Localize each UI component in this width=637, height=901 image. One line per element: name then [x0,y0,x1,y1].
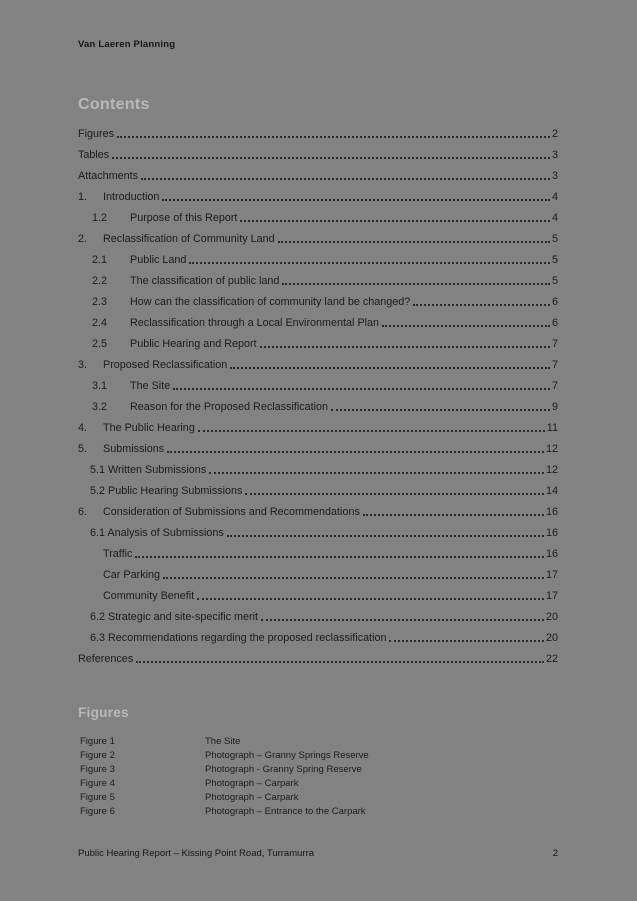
toc-entry-page: 6 [551,317,558,329]
toc-entry-label: Figures [78,128,115,140]
dot-leader [135,556,544,558]
dot-leader [117,136,550,138]
toc-entry-label: 6.1 Analysis of Submissions [90,527,224,539]
figure-caption: Photograph – Carpark [205,792,299,803]
figure-entry[interactable] [80,764,558,778]
figure-caption: Photograph – Granny Springs Reserve [205,750,369,761]
dot-leader [278,241,550,243]
dot-leader [245,493,544,495]
toc-entry-label: Public Land [130,254,187,266]
toc-entry[interactable] [78,498,558,519]
toc-entry[interactable] [78,582,558,603]
toc-entry-page: 14 [545,485,558,497]
figure-caption: The Site [205,736,241,747]
toc-entry-label: Reclassification through a Local Environmental Plan [130,317,380,329]
toc-entry[interactable] [78,204,558,225]
toc-entry-page: 12 [545,464,558,476]
dot-leader [198,430,545,432]
toc-entry-label: 6.3 Recommendations regarding the proposed reclassification [90,632,387,644]
toc-entry-label: How can the classification of community land be changed? [130,296,411,308]
figure-label: Figure 6 [80,806,115,817]
toc-entry-number: 6. [78,506,88,518]
toc-entry-label: Traffic [103,548,133,560]
toc-entry-page: 3 [551,149,558,161]
toc-entry-label: Submissions [103,443,165,455]
toc-entry-label: 5.2 Public Hearing Submissions [90,485,243,497]
toc-entry-page: 20 [545,632,558,644]
toc-entry-label: Car Parking [103,569,161,581]
figure-entry[interactable] [80,750,558,764]
dot-leader [230,367,550,369]
dot-leader [167,451,544,453]
toc-entry[interactable] [78,309,558,330]
toc-entry[interactable] [78,330,558,351]
toc-entry[interactable] [78,183,558,204]
dot-leader [197,598,544,600]
toc-entry[interactable] [78,267,558,288]
figure-label: Figure 1 [80,736,115,747]
dot-leader [163,577,544,579]
page-header [78,39,558,50]
toc-entry-number: 3. [78,359,88,371]
toc-entry[interactable] [78,603,558,624]
toc-entry-page: 9 [551,401,558,413]
figure-label: Figure 2 [80,750,115,761]
toc-entry-page: 7 [551,359,558,371]
figure-label: Figure 3 [80,764,115,775]
dot-leader [240,220,550,222]
toc-entry-page: 7 [551,338,558,350]
toc-entry[interactable] [78,645,558,666]
toc-entry-label: Attachments [78,170,139,182]
toc-entry-number: 2.2 [92,275,108,287]
toc-entry-label: 5.1 Written Submissions [90,464,207,476]
dot-leader [112,157,550,159]
toc-entry-label: Tables [78,149,110,161]
page-footer [78,848,558,859]
toc-entry-page: 20 [545,611,558,623]
toc-entry-page: 4 [551,191,558,203]
figure-entry[interactable] [80,806,558,820]
dot-leader [282,283,550,285]
toc-entry[interactable] [78,414,558,435]
toc-entry-page: 4 [551,212,558,224]
dot-leader [363,514,544,516]
toc-entry-number: 2.4 [92,317,108,329]
toc-entry-label: Public Hearing and Report [130,338,257,350]
toc-entry-number: 2.5 [92,338,108,350]
dot-leader [141,178,550,180]
toc-entry-label: The Site [130,380,171,392]
figures-heading: Figures [78,705,129,720]
dot-leader [413,304,550,306]
toc-entry-page: 3 [551,170,558,182]
toc-entry[interactable] [78,162,558,183]
dot-leader [162,199,550,201]
toc-entry-number: 2.1 [92,254,108,266]
figure-entry[interactable] [80,792,558,806]
toc-entry-number: 3.2 [92,401,108,413]
toc-entry-label: Reason for the Proposed Reclassification [130,401,329,413]
toc-entry[interactable] [78,246,558,267]
dot-leader [227,535,544,537]
figure-entry[interactable] [80,778,558,792]
page-number: 2 [552,848,558,859]
toc-entry[interactable] [78,120,558,141]
figure-caption: Photograph - Granny Spring Reserve [205,764,362,775]
toc-entry-page: 2 [551,128,558,140]
dot-leader [331,409,550,411]
dot-leader [136,661,544,663]
toc-entry-label: References [78,653,134,665]
toc-entry-number: 2. [78,233,88,245]
toc-entry[interactable] [78,288,558,309]
toc-entry-page: 17 [545,590,558,602]
toc-entry-page: 5 [551,275,558,287]
toc-entry[interactable] [78,225,558,246]
toc-entry-page: 22 [545,653,558,665]
footer-text: Public Hearing Report – Kissing Point Road, Turramurra [78,848,315,859]
dot-leader [260,346,550,348]
dot-leader [382,325,550,327]
figure-entry[interactable] [80,736,558,750]
toc-entry-label: Proposed Reclassification [103,359,228,371]
toc-entry-page: 7 [551,380,558,392]
toc-entry-label: 6.2 Strategic and site-specific merit [90,611,259,623]
toc-entry[interactable] [78,435,558,456]
contents-heading: Contents [78,96,150,113]
toc-entry[interactable] [78,519,558,540]
toc-entry-label: Purpose of this Report [130,212,238,224]
figure-caption: Photograph – Entrance to the Carpark [205,806,366,817]
toc-entry-page: 5 [551,233,558,245]
toc-entry-page: 11 [546,422,558,434]
dot-leader [209,472,544,474]
dot-leader [173,388,550,390]
toc-entry[interactable] [78,624,558,645]
toc-entry-number: 2.3 [92,296,108,308]
toc-entry-number: 5. [78,443,88,455]
table-of-contents [78,120,558,666]
toc-entry-page: 16 [545,527,558,539]
header-text: Van Laeren Planning [78,39,176,50]
toc-entry-label: Community Benefit [103,590,195,602]
toc-entry-number: 4. [78,422,88,434]
toc-entry[interactable] [78,456,558,477]
toc-entry-number: 1.2 [92,212,108,224]
dot-leader [189,262,550,264]
toc-entry[interactable] [78,561,558,582]
figure-label: Figure 4 [80,778,115,789]
toc-entry[interactable] [78,477,558,498]
toc-entry-page: 12 [545,443,558,455]
toc-entry-page: 17 [545,569,558,581]
figure-label: Figure 5 [80,792,115,803]
toc-entry-label: Introduction [103,191,160,203]
dot-leader [261,619,544,621]
toc-entry-label: The classification of public land [130,275,280,287]
toc-entry-page: 5 [551,254,558,266]
dot-leader [389,640,544,642]
toc-entry-label: Consideration of Submissions and Recommendations [103,506,360,518]
toc-entry[interactable] [78,372,558,393]
toc-entry[interactable] [78,141,558,162]
toc-entry-number: 1. [78,191,88,203]
toc-entry-label: Reclassification of Community Land [103,233,275,245]
figures-table [80,736,558,820]
toc-entry-page: 6 [551,296,558,308]
toc-entry-number: 3.1 [92,380,108,392]
toc-entry[interactable] [78,540,558,561]
toc-entry-page: 16 [545,548,558,560]
toc-entry[interactable] [78,393,558,414]
toc-entry-label: The Public Hearing [103,422,195,434]
toc-entry[interactable] [78,351,558,372]
figure-caption: Photograph – Carpark [205,778,299,789]
toc-entry-page: 16 [545,506,558,518]
